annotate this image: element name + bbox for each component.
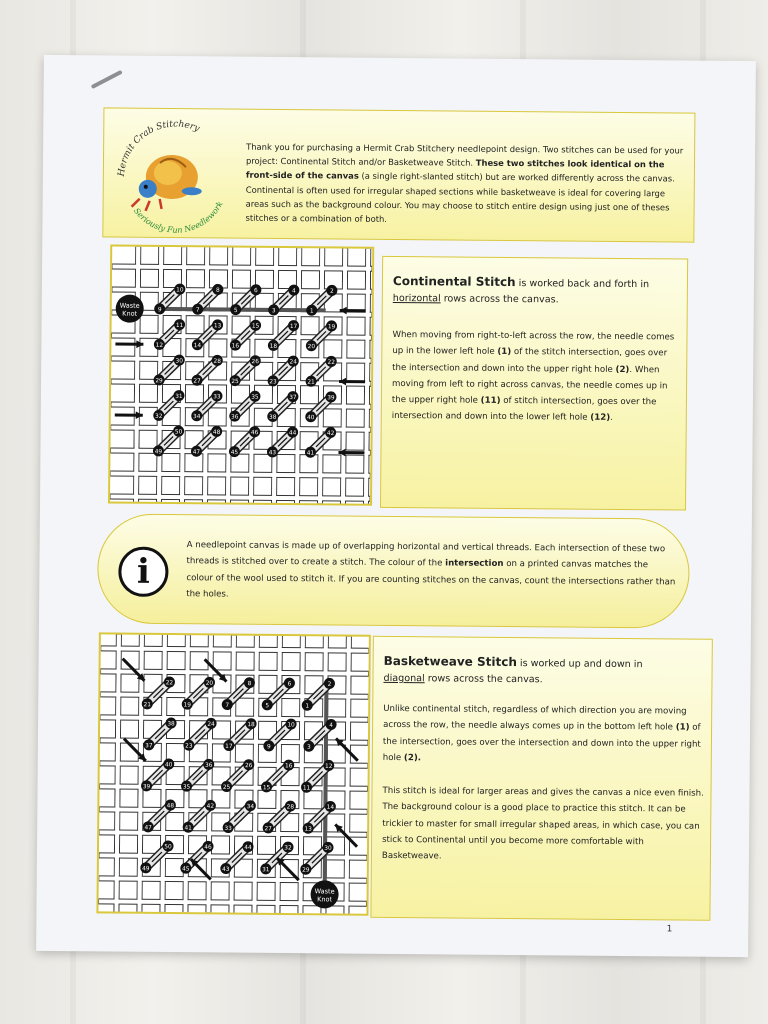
stitch-number: 47 — [144, 825, 152, 832]
stitch-number: 13 — [213, 323, 222, 330]
stitch-number: 4 — [291, 288, 296, 295]
continental-panel — [380, 256, 688, 511]
stitch-number: 11 — [302, 785, 311, 792]
stitch-number: 34 — [193, 414, 201, 421]
stitch-number: 3 — [271, 308, 276, 315]
stitch-number: 35 — [182, 784, 191, 791]
stitch-number: 18 — [269, 343, 278, 350]
stitch-number: 36 — [231, 414, 239, 421]
stitch-number: 49 — [154, 449, 163, 456]
stitch-number: 30 — [324, 845, 332, 852]
stitch-number: 25 — [231, 378, 239, 386]
stitch-number: 26 — [251, 359, 259, 366]
svg-text:Seriously Fun Needlework: Seriously Fun Needlework — [131, 199, 225, 234]
stitch-number: 46 — [250, 430, 259, 437]
stitch-number: 24 — [289, 359, 297, 366]
stitch-number: 11 — [175, 322, 184, 330]
stitch-number: 23 — [269, 379, 277, 386]
stitch-number: 45 — [182, 866, 190, 873]
stitch-number: 48 — [166, 803, 175, 810]
basketweave-stitch-diagram — [96, 632, 370, 915]
stitch-number: 31 — [175, 393, 183, 401]
stitch-number: 4 — [329, 722, 333, 729]
waste-knot-label: Waste — [314, 887, 335, 896]
stitch-number: 7 — [225, 702, 230, 709]
stitch-number: 48 — [212, 429, 221, 436]
stitch-number: 37 — [289, 394, 297, 402]
stitch-number: 40 — [165, 762, 173, 769]
stitch-number: 13 — [304, 826, 312, 833]
canvas-thread-vertical — [367, 637, 369, 914]
canvas-thread-horizontal — [110, 494, 370, 501]
stitch-number: 37 — [145, 743, 153, 750]
stitch-number: 12 — [155, 342, 164, 349]
stitch-number: 35 — [251, 394, 259, 401]
svg-text:Hermit Crab Stitchery: Hermit Crab Stitchery — [116, 119, 201, 177]
continental-stitch-diagram — [108, 244, 374, 505]
stitch-number: 41 — [184, 825, 192, 832]
stitch-number: 43 — [222, 866, 230, 873]
stitch-number: 8 — [215, 287, 220, 294]
stitch-number: 2 — [329, 288, 334, 295]
page-number: 1 — [666, 924, 673, 935]
continental-description: When moving from right-to-left across the row, the needle comes up in the lower left hole (1) of the stitch intersection, goes over the intersection and down into the upper right hole (2). When moving from left to right across canvas, the needle comes up in the upper right hole (11) of stitch intersection, goes over the intersection and down into the lower left hole (12). — [391, 329, 675, 424]
stitch-number: 44 — [244, 845, 252, 852]
basketweave-tips: This stitch is ideal for larger areas and gives the canvas a nice even finish. The background colour is a good place to practice this stitch. It can be trickier to master for small irregular shaped areas, in which case, you can stick to Continental until you become more comfortable with Basketweave. — [381, 785, 704, 862]
stitch-number: 12 — [325, 763, 333, 770]
staple — [91, 70, 123, 89]
stitch-number: 33 — [213, 394, 221, 401]
basketweave-title: Basketweave Stitch is worked up and down in diagonal rows across the canvas. — [383, 653, 643, 686]
stitch-number: 26 — [245, 763, 253, 770]
info-text: A needlepoint canvas is made up of overlapping horizontal and vertical threads. Each intersection of these two threads is stitched over to create a stitch. The colour of the intersection on a printed canvas matches the colour of the wool used to stitch it. If you are counting stitches on the canvas, count the intersections rather than the holes. — [186, 540, 676, 600]
stitch-number: 1 — [309, 308, 314, 315]
stitch-number: 10 — [176, 287, 184, 294]
stitch-number: 43 — [268, 450, 277, 457]
canvas-thread-horizontal — [112, 264, 372, 271]
stitch-number: 21 — [143, 702, 151, 709]
stitch-number: 22 — [327, 359, 335, 366]
stitch-number: 49 — [142, 866, 150, 873]
stitch-number: 28 — [286, 804, 295, 811]
stitch-number: 32 — [155, 413, 163, 420]
stitch-number: 44 — [288, 430, 297, 437]
stitch-number: 19 — [327, 324, 336, 331]
stitch-number: 46 — [204, 844, 212, 851]
continental-title: Continental Stitch is worked back and forth in horizontal rows across the canvas. — [392, 273, 650, 306]
stitch-number: 31 — [262, 867, 270, 874]
stitch-number: 14 — [193, 343, 202, 350]
stitch-number: 5 — [233, 307, 238, 315]
stitch-back-thread — [160, 309, 326, 310]
stitch-number: 27 — [193, 378, 201, 385]
stitch-number: 9 — [157, 307, 162, 314]
stitch-number: 30 — [175, 358, 183, 365]
stitch-number: 15 — [251, 323, 260, 330]
stitch-number: 17 — [225, 743, 233, 750]
stitch-number: 38 — [167, 721, 175, 728]
stitch-number: 41 — [306, 450, 315, 457]
stitch-number: 27 — [264, 826, 272, 833]
stitch-number: 20 — [307, 344, 316, 351]
stitch-number: 28 — [213, 358, 221, 365]
stitch-number: 47 — [192, 449, 201, 456]
waste-knot-label: Waste — [119, 301, 140, 310]
stitch-number: 39 — [327, 395, 335, 402]
stitch-number: 14 — [326, 804, 335, 811]
stitch-number: 25 — [222, 784, 231, 791]
stitch-number: 9 — [267, 744, 271, 751]
basketweave-description: Unlike continental stitch, regardless of which direction you are moving across the row, the needle always comes up in the bottom left hole (1) of the intersection, goes over the intersection and down into the upper right hole (2). — [382, 703, 701, 764]
stitch-number: 6 — [253, 288, 258, 295]
info-banner — [97, 513, 690, 628]
stitch-number: 2 — [327, 681, 332, 688]
stitch-number: 21 — [307, 379, 315, 386]
stitch-number: 16 — [231, 343, 240, 350]
stitch-number: 22 — [165, 680, 174, 687]
stitch-number: 36 — [205, 762, 213, 769]
stitch-number: 3 — [307, 744, 311, 751]
stitch-number: 6 — [287, 681, 292, 688]
stitch-number: 38 — [269, 414, 277, 421]
stitch-number: 33 — [224, 825, 232, 832]
waste-knot-label: Knot — [317, 895, 333, 904]
intro-panel — [102, 107, 695, 242]
stitch-number: 29 — [302, 867, 310, 874]
info-icon: i — [118, 547, 168, 597]
instruction-sheet — [36, 55, 756, 957]
stitch-number: 5 — [265, 703, 270, 710]
stitch-number: 16 — [285, 763, 293, 770]
stitch-number: 19 — [183, 702, 191, 709]
canvas-thread-horizontal — [110, 471, 370, 478]
stitch-number: 34 — [246, 804, 255, 811]
basketweave-panel — [370, 636, 712, 921]
stitch-number: 15 — [262, 785, 271, 792]
stitch-number: 8 — [247, 681, 252, 688]
hermit-crab-logo — [109, 114, 238, 233]
stitch-number: 7 — [195, 307, 200, 314]
stitch-number: 50 — [174, 429, 183, 436]
intro-text: Thank you for purchasing a Hermit Crab Stitchery needlepoint design. Two stitches can be used for your project: Continental Stitch and/or Basketweave Stitch. These two stitches look identical on the front-side of the canvas (a single right-slanted stitch) but are worked differently across the canvas. Continental is often used for irregular shaped sections while basketweave is ideal for covering large areas such as the background colour. You may choose to stitch entire design using just one of theses stitches or a combination of both. — [245, 141, 684, 224]
stitch-number: 1 — [305, 703, 310, 710]
stitch-number: 20 — [205, 680, 214, 687]
stitch-number: 45 — [230, 449, 239, 457]
stitch-number: 23 — [185, 743, 193, 750]
waste-knot-label: Knot — [122, 309, 138, 318]
stitch-number: 29 — [155, 378, 163, 385]
stitch-number: 42 — [326, 430, 335, 437]
stitch-number: 32 — [284, 845, 292, 852]
stitch-number: 50 — [164, 844, 172, 851]
stitch-number: 17 — [289, 323, 298, 331]
stitch-number: 18 — [247, 722, 255, 729]
stitch-number: 39 — [142, 784, 151, 791]
stitch-number: 42 — [206, 803, 215, 810]
stitch-number: 10 — [287, 722, 295, 729]
stitch-number: 40 — [307, 415, 315, 422]
stitch-number: 24 — [207, 721, 215, 728]
